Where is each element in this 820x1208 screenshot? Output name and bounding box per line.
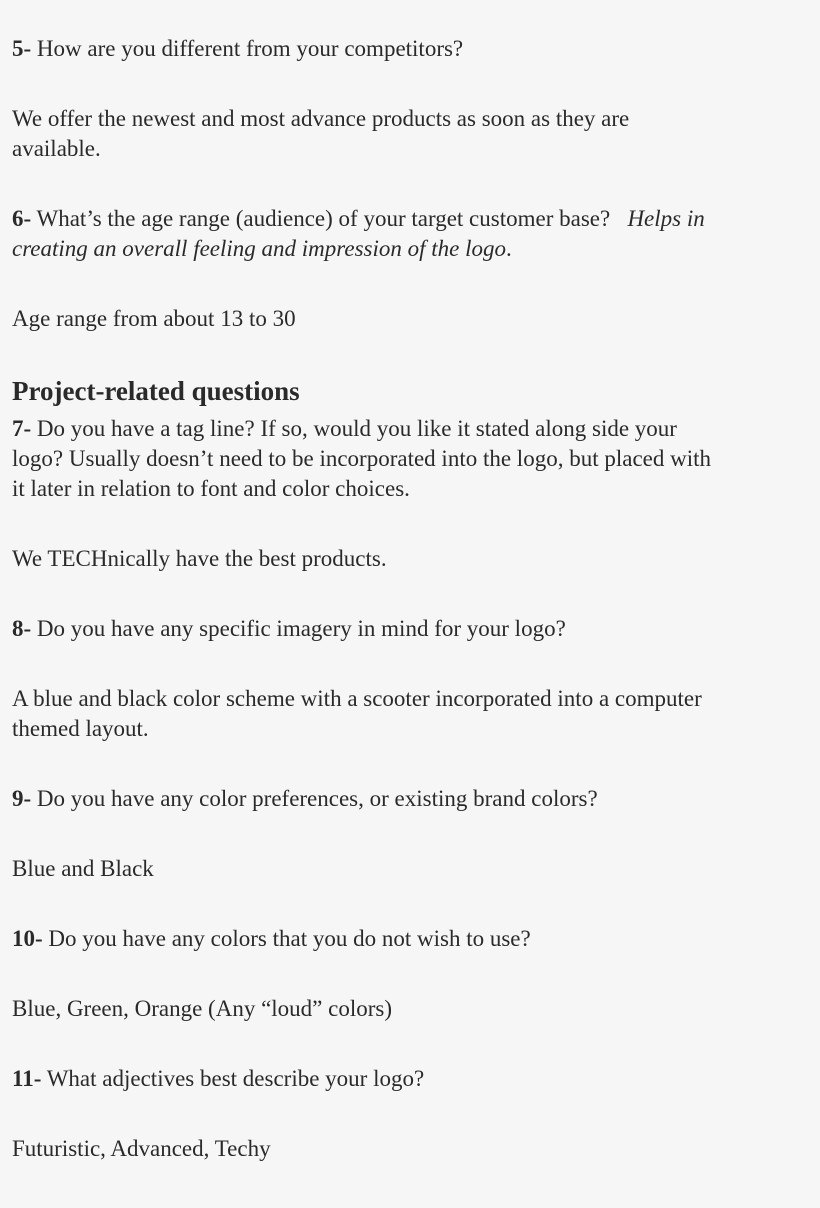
question-number: 11- xyxy=(12,1066,42,1091)
answer-9 xyxy=(12,854,812,884)
question-10-line xyxy=(12,924,812,954)
question-number: 10- xyxy=(12,926,43,951)
question-number: 7- xyxy=(12,416,32,441)
question-text: it later in relation to font and color choices. xyxy=(12,476,410,501)
answer-line: A blue and black color scheme with a scooter incorporated into a computer xyxy=(12,686,702,711)
answer-line: available. xyxy=(12,136,101,161)
question-7 xyxy=(12,414,812,504)
answer-6 xyxy=(12,304,812,334)
section-heading: Project-related questions xyxy=(12,376,300,406)
question-text: logo? Usually doesn’t need to be incorporated into the logo, but placed with xyxy=(12,446,711,471)
question-7-line xyxy=(12,414,812,444)
question-8 xyxy=(12,614,812,644)
answer-line: Futuristic, Advanced, Techy xyxy=(12,1136,271,1161)
question-8-line xyxy=(12,614,812,644)
question-number: 8- xyxy=(12,616,32,641)
question-text: Do you have any color preferences, or existing brand colors? xyxy=(31,786,598,811)
answer-10 xyxy=(12,994,812,1024)
question-5-line xyxy=(12,34,812,64)
question-6 xyxy=(12,204,812,264)
question-9 xyxy=(12,784,812,814)
answer-line: Blue, Green, Orange (Any “loud” colors) xyxy=(12,996,393,1021)
answer-11 xyxy=(12,1134,812,1164)
question-9-line xyxy=(12,784,812,814)
question-note-end: . xyxy=(506,236,512,261)
question-text: What’s the age range (audience) of your target customer base? xyxy=(31,206,611,231)
question-number: 5- xyxy=(12,36,32,61)
answer-line: themed layout. xyxy=(12,716,149,741)
question-10 xyxy=(12,924,812,954)
answer-line: We offer the newest and most advance products as soon as they are xyxy=(12,106,630,131)
question-11 xyxy=(12,1064,812,1094)
question-note: Helps in xyxy=(627,206,705,231)
question-text: Do you have any specific imagery in mind for your logo? xyxy=(31,616,566,641)
answer-line: We TECHnically have the best products. xyxy=(12,546,387,571)
question-number: 6- xyxy=(12,206,32,231)
answer-line: Blue and Black xyxy=(12,856,154,881)
answer-7 xyxy=(12,544,812,574)
answer-5 xyxy=(12,104,812,164)
question-6-line-2 xyxy=(12,234,812,264)
question-text: How are you different from your competitors? xyxy=(31,36,464,61)
question-11-line xyxy=(12,1064,812,1094)
question-text: Do you have any colors that you do not wish to use? xyxy=(42,926,531,951)
question-note: creating an overall feeling and impression of the logo xyxy=(12,236,507,261)
document-page xyxy=(12,34,812,1204)
question-text: What adjectives best describe your logo? xyxy=(41,1066,425,1091)
question-text: Do you have a tag line? If so, would you like it stated along side your xyxy=(31,416,677,441)
question-5 xyxy=(12,34,812,64)
answer-8 xyxy=(12,684,812,744)
question-number: 9- xyxy=(12,786,32,811)
answer-line: Age range from about 13 to 30 xyxy=(12,306,296,331)
question-6-line xyxy=(12,204,812,234)
